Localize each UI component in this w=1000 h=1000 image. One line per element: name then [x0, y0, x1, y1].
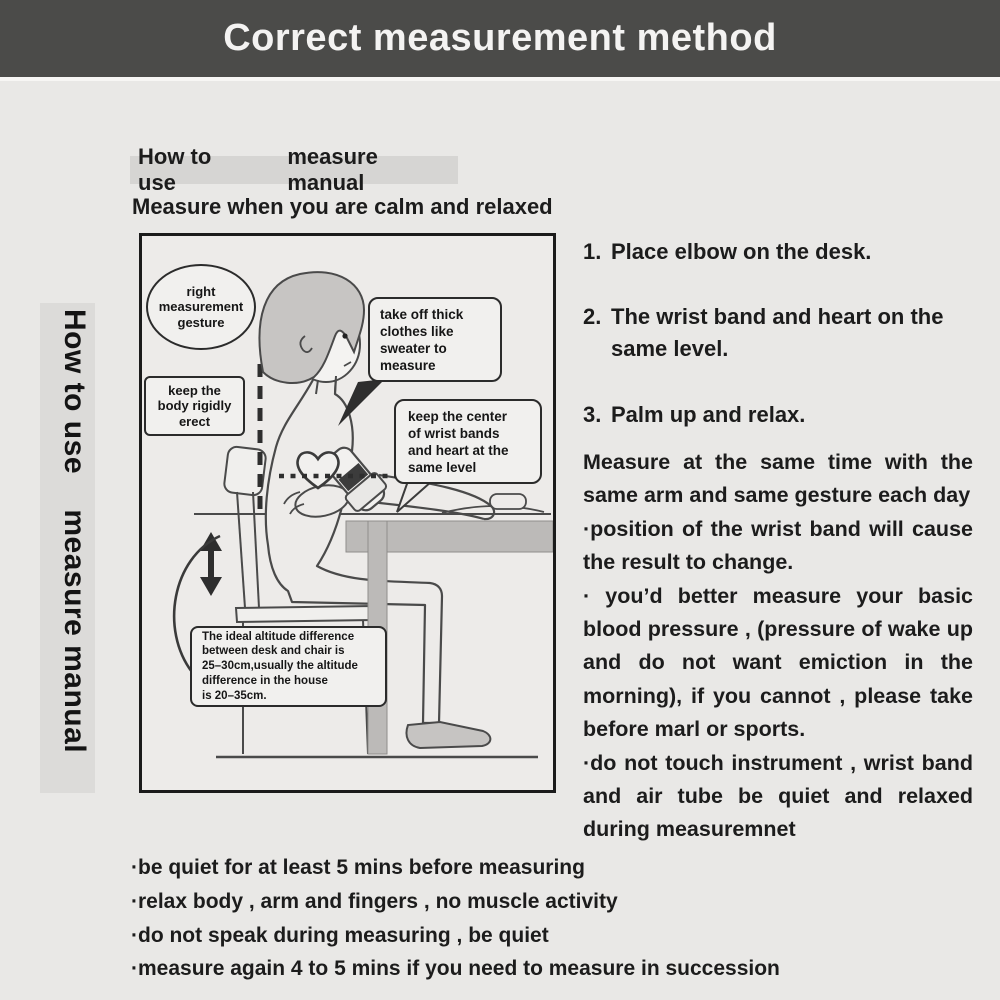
callout-line: and heart at the — [408, 442, 509, 458]
callout-line: keep the — [168, 382, 221, 398]
notes-paragraphs — [583, 446, 973, 847]
note-paragraph: ·do not touch instrument , wrist band and air tube be quiet and relaxed during measuremnet — [583, 750, 973, 842]
callout-line: measurement — [158, 299, 244, 315]
callout-line: same level — [408, 459, 477, 475]
callout-line: clothes like — [380, 323, 454, 339]
callout-line: take off thick — [380, 306, 464, 322]
note-paragraph: Measure at the same time with the same arm and same gesture each day — [583, 450, 973, 508]
callout-line: right — [186, 283, 216, 299]
page-title: Correct measurement method — [223, 17, 777, 59]
callout-gesture-oval — [146, 264, 256, 350]
bottom-notes — [131, 851, 780, 986]
step-text: Place elbow on the desk. — [611, 239, 872, 264]
bottom-note-line: ·relax body , arm and fingers , no muscle activity — [131, 889, 618, 913]
section-subheading: Measure when you are calm and relaxed — [132, 194, 553, 219]
callout-line: is 20–35cm. — [202, 689, 267, 702]
callout-line: keep the center — [408, 408, 508, 424]
callout-clothes-bubble — [368, 297, 502, 382]
step-text: Palm up and relax. — [611, 402, 806, 427]
callout-line: 25–30cm,usually the altitude — [202, 660, 358, 673]
desk-object — [490, 494, 526, 509]
header-bar — [0, 0, 1000, 77]
callout-posture-box — [144, 376, 245, 436]
eye — [342, 333, 347, 338]
callout-wrist-bubble — [394, 399, 542, 484]
bottom-note-line: ·be quiet for at least 5 mins before measuring — [131, 856, 585, 879]
section-heading-part1: How to use — [138, 144, 212, 195]
step-item-2 — [583, 301, 961, 365]
callout-line: body rigidly — [157, 398, 232, 414]
slipper — [407, 722, 491, 748]
callout-line: measure — [380, 357, 436, 373]
step-text: The wrist band and heart on the same level. — [611, 304, 944, 361]
step-number: 1. — [583, 239, 602, 264]
callout-line: erect — [178, 413, 211, 429]
callout-line: between desk and chair is — [202, 645, 345, 658]
callout-line: gesture — [177, 314, 225, 330]
callout-line: difference in the house — [202, 674, 328, 687]
header-divider — [0, 77, 1000, 81]
sidebar-vertical-label: How to use measure manual — [58, 309, 91, 754]
bottom-note-line: ·do not speak during measuring , be quiet — [131, 923, 549, 947]
callout-line: sweater to — [380, 340, 447, 356]
callout-line: The ideal altitude difference — [202, 630, 355, 643]
note-paragraph: ·position of the wrist band will cause the result to change. — [583, 516, 973, 575]
step-item-3 — [583, 399, 961, 431]
step-item-1 — [583, 236, 961, 268]
illustration-figure — [139, 233, 556, 793]
note-paragraph: · you’d better measure your basic blood pressure , (pressure of wake up and do not want emiction in the morning), if you cannot , please take before marl or sports. — [583, 583, 973, 742]
step-number: 3. — [583, 402, 602, 427]
bottom-note-line: ·measure again 4 to 5 mins if you need to measure in succession — [131, 957, 780, 981]
callout-altitude-box — [190, 626, 387, 707]
section-heading — [130, 144, 458, 195]
section-heading-part2: measure manual — [287, 144, 378, 195]
callout-line: of wrist bands — [408, 425, 500, 441]
step-number: 2. — [583, 304, 602, 329]
